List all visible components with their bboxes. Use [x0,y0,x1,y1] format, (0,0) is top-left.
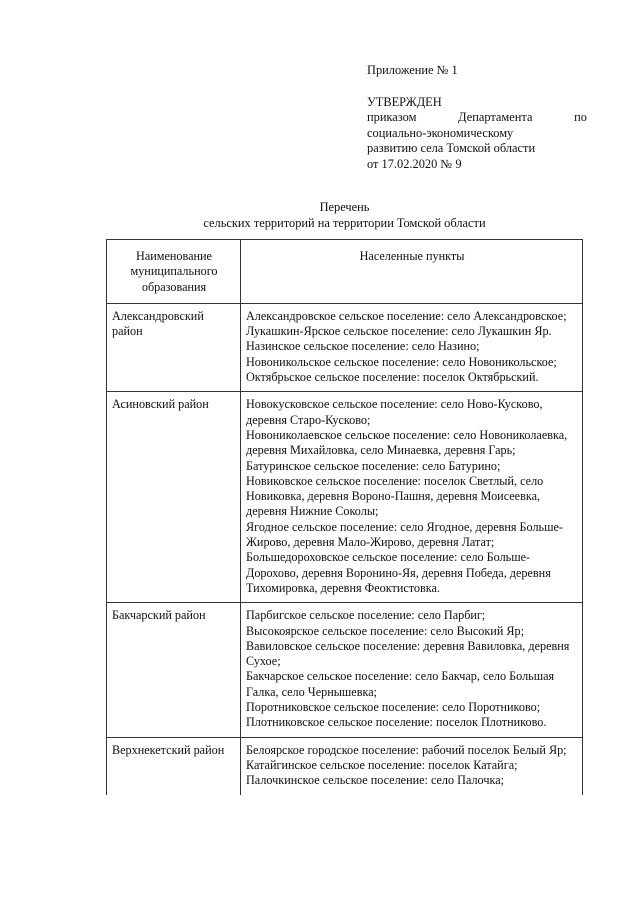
settlement-entry: Лукашкин-Ярское сельское поселение: село Лукашкин Яр. [246,324,552,339]
table-row [107,737,583,794]
settlement-entry: Парбигское сельское поселение: село Парбиг; [246,608,486,623]
header-municipality: Наименование муниципального образования [107,240,241,304]
settlement-entry: Палочкинское сельское поселение: село Палочка; [246,773,504,788]
settlement-entry: Вавиловское сельское поселение: деревня Вавиловка, деревня Сухое; [246,638,570,669]
district-name: Александровский район [107,303,241,391]
settlement-entry: Новиковское сельское поселение: поселок Светлый, село Новиковка, деревня Вороно-Пашня, деревня Моисеевка, деревня Нижние Соколы; [246,473,544,519]
settlements-cell [241,603,583,737]
settlement-entry: Бакчарское сельское поселение: село Бакчар, село Большая Галка, село Чернышевка; [246,669,555,699]
title-line-2: сельских территорий на территории Томской области [203,215,486,230]
settlement-entry: Высокоярское сельское поселение: село Высокий Яр; [246,623,525,638]
table-body [107,303,583,794]
settlement-entry: Новониколаевское сельское поселение: село Новониколаевка, деревня Михайловка, село Минаевка, деревня Гарь; [246,427,568,458]
approval-line-3: развитию села Томской области [367,141,536,155]
settlement-entry: Белоярское городское поселение: рабочий поселок Белый Яр; [246,742,567,757]
settlement-entry: Большедороховское сельское поселение: село Больше-Дорохово, деревня Воронино-Яя, деревня Победа, деревня Тихомировка, деревня Феоктистовка. [246,550,551,595]
approved-label: УТВЕРЖДЕН [367,94,442,109]
settlement-entry: Катайгинское сельское поселение: поселок Катайга; [246,757,518,772]
table-row [107,392,583,603]
table-row [107,603,583,737]
settlement-entry: Назинское сельское поселение: село Назино; [246,339,480,354]
settlement-entry: Новоникольское сельское поселение: село Новоникольское; [246,354,557,369]
title-line-1: Перечень [319,200,370,214]
settlement-entry: Батуринское сельское поселение: село Батурино; [246,458,501,473]
table-header-row [107,240,583,304]
document-title [106,200,583,231]
territories-table [106,239,583,795]
approval-block [367,63,587,172]
settlement-entry: Октябрьское сельское поселение: поселок Октябрьский. [246,370,539,385]
settlement-entry: Ягодное сельское поселение: село Ягодное, деревня Больше-Жирово, деревня Мало-Жирово, деревня Латат; [246,519,563,550]
approval-line-2: социально-экономическому [367,125,514,140]
settlement-entry: Поротниковское сельское поселение: село Поротниково; [246,700,541,715]
settlement-entry: Плотниковское сельское поселение: поселок Плотниково. [246,715,547,730]
settlement-entry: Новокусковское сельское поселение: село Ново-Кусково, деревня Старо-Кусково; [246,397,543,427]
settlements-cell [241,392,583,603]
approval-line-1: приказом Департамента по [367,110,587,124]
annex-number: Приложение № 1 [367,63,458,77]
district-name: Асиновский район [107,392,241,603]
settlements-cell [241,303,583,391]
approval-date: от 17.02.2020 № 9 [367,156,462,171]
header-settlements: Населенные пункты [241,240,583,304]
district-name: Бакчарский район [107,603,241,737]
district-name: Верхнекетский район [107,737,241,794]
settlements-cell [241,737,583,794]
table-row [107,303,583,391]
settlement-entry: Александровское сельское поселение: село Александровское; [246,308,567,323]
